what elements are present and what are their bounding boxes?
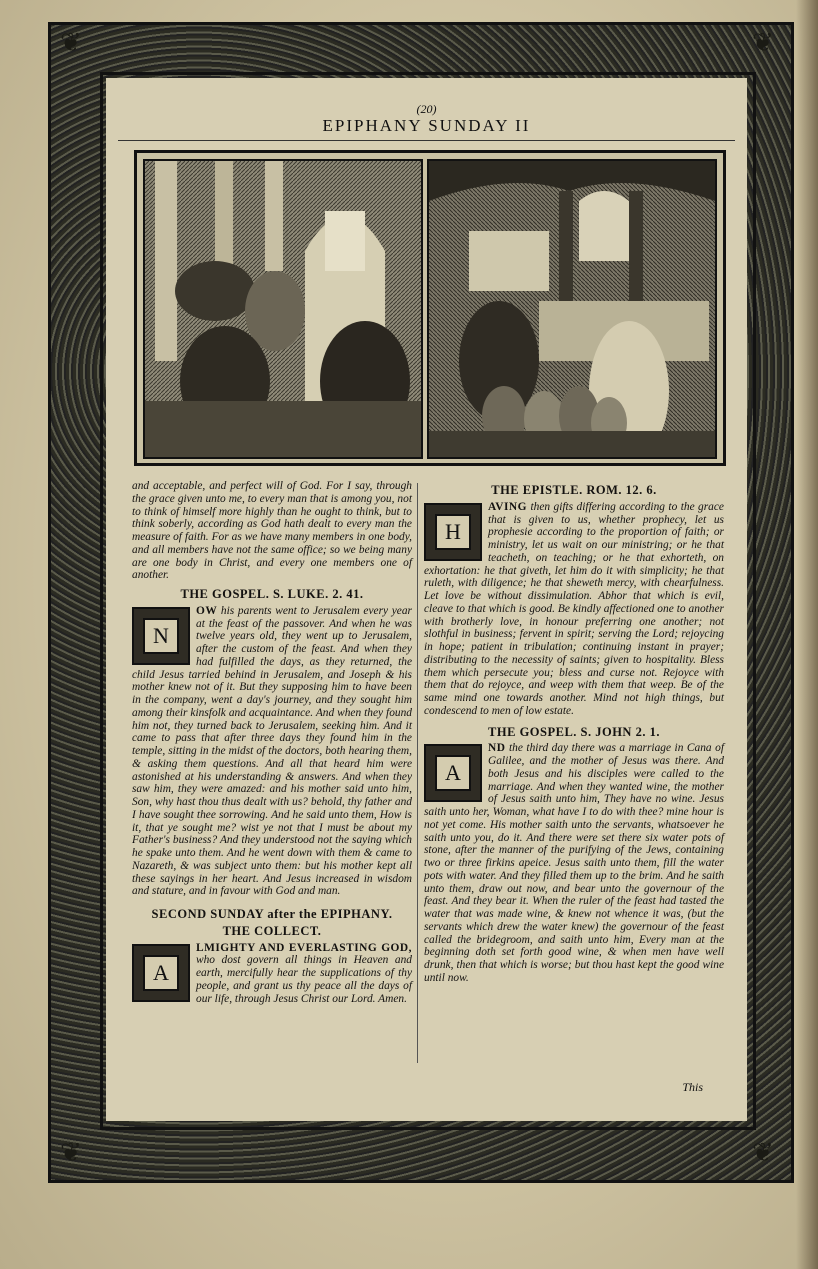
drop-cap-n: N bbox=[132, 607, 190, 665]
page-content bbox=[106, 78, 747, 1121]
engraving-panel bbox=[134, 150, 726, 466]
engraving-cana-image bbox=[427, 159, 717, 459]
epistle-continuation: and acceptable, and perfect will of God. For I say, through the grace given unto me, to every man that is among you, not to think of himself more highly than he ought to think, but to think soberly, according as God hath dealt to every man the measure of faith. For as we have many members in one body, and all members have not the same office; so we being many are one body in Christ, and every one members one of another. bbox=[132, 480, 412, 582]
corner-ornament-icon: ❦ bbox=[752, 28, 774, 57]
left-column bbox=[132, 480, 412, 1005]
lead-word: ND bbox=[488, 742, 506, 755]
gospel-luke-heading: THE GOSPEL. S. LUKE. 2. 41. bbox=[180, 587, 364, 601]
page-title: EPIPHANY SUNDAY II bbox=[322, 116, 531, 135]
page-number: (20) bbox=[416, 102, 437, 116]
corner-ornament-icon: ❦ bbox=[60, 1138, 82, 1167]
lead-word: AVING bbox=[488, 500, 528, 513]
epistle-body: then gifts differing according to the grace that is given to us, whether prophecy, let us prophesie according to the proportion of faith; or ministry, let us wait on our ministring; or he that teacheth, on teaching; or he that exhorteth, on exhortation: he that giveth, let him do it with simplicity; he that ruleth, with diligence; he that sheweth mercy, with chearfulness. Let love be without dissimulation. Abhor that which is evil, cleave to that which is good. Be kindly affectioned one to another with brotherly love, in honour preferring one another; not slothful in business; fervent in spirit; serving the Lord; rejoycing in hope; patient in tribulation; continuing instant in prayer; distributing to the necessity of saints; given to hospitality. Bless them which persecute you; bless and curse not. Rejoyce with them that do rejoyce, and weep with them that weep. Be of the same mind one towards another. Mind not high things, but condescend to men of low estate. bbox=[424, 500, 724, 717]
gospel-luke-body: his parents went to Jerusalem every year at the feast of the passover. And when he was twelve years old, they went up to Jerusalem, after the custom of the feast. And when they had fulfilled the days, as they returned, the child Jesus tarried behind in Jerusalem, and Joseph & his mother knew not of it. But they supposing him to have been in the company, went a day's journey, and they sought him among their kinsfolk and acquaintance. And when they found him not, they turned back to Jerusalem, seeking him. And it came to pass that after three days they found him in the temple, sitting in the midst of the doctors, both hearing them, & asking them questions. And all that heard him were astonished at his understanding & answers. And when they saw him, they were amazed: and his mother said unto him, Son, why hast thou thus dealt with us? behold, thy father and I have sought thee sorrowing. And he said unto them, How is it, that ye sought me? wist ye not that I must be about my Father's business? And they understood not the saying which he spake unto them. And he went down with them & came to Nazareth, & was subject unto them: but his mother kept all these sayings in her heart. And Jesus increased in wisdom and stature, and in favour with God and man. bbox=[132, 604, 412, 898]
title-rule bbox=[118, 140, 735, 141]
gospel-john-body: the third day there was a marriage in Cana of Galilee, and the mother of Jesus was there. And both Jesus and his disciples were called to the marriage. And when they wanted wine, the mother of Jesus saith unto him, They have no wine. Jesus saith unto her, Woman, what have I to do with thee? mine hour is not yet come. His mother saith unto the servants, whatsoever he saith unto you, do it. And there were set there six water pots of stone, after the manner of the purifying of the Jews, containing two or three firkins apeice. Jesus saith unto them, fill the water pots with water. And they filled them up to the brim. And he saith unto them, draw out now, and bear unto the governour of the feast. And they bear it. When the ruler of the feast had tasted the water that was made wine, & knew not whence it was, (but the servants which drew the water knew) the governour of the feast called the bridegroom, and saith unto him, Every man at the beginning doth set forth good wine, & when men have well drunk, then that which is worse; but thou hast kept the good wine until now. bbox=[424, 742, 724, 984]
engraving-temple-image bbox=[143, 159, 423, 459]
column-divider bbox=[417, 483, 418, 1063]
drop-cap-h: H bbox=[424, 503, 482, 561]
collect-text bbox=[132, 942, 412, 1006]
catchword: This bbox=[682, 1080, 703, 1094]
gospel-john-text bbox=[424, 742, 724, 984]
wedding-scene-illustration bbox=[429, 161, 715, 457]
lead-word: OW bbox=[196, 604, 218, 617]
corner-ornament-icon: ❦ bbox=[752, 1138, 774, 1167]
temple-scene-illustration bbox=[145, 161, 421, 457]
epistle-heading: THE EPISTLE. ROM. 12. 6. bbox=[491, 483, 657, 497]
sunday-heading: SECOND SUNDAY after the EPIPHANY. bbox=[151, 907, 393, 921]
collect-heading: THE COLLECT. bbox=[222, 923, 322, 938]
epistle-text bbox=[424, 501, 724, 718]
drop-cap-a: A bbox=[424, 744, 482, 802]
page-shadow bbox=[796, 0, 818, 1269]
collect-body: who dost govern all things in Heaven and earth, mercifully hear the supplications of thy people, and grant us thy peace all the days of our life, through Jesus Christ our Lord. Amen. bbox=[196, 954, 412, 1005]
gospel-luke-text bbox=[132, 605, 412, 898]
drop-cap-a: A bbox=[132, 944, 190, 1002]
lead-word: LMIGHTY AND EVERLASTING GOD, bbox=[196, 941, 412, 954]
right-column bbox=[424, 484, 724, 985]
gospel-john-heading: THE GOSPEL. S. JOHN 2. 1. bbox=[488, 724, 660, 739]
corner-ornament-icon: ❦ bbox=[60, 28, 82, 57]
